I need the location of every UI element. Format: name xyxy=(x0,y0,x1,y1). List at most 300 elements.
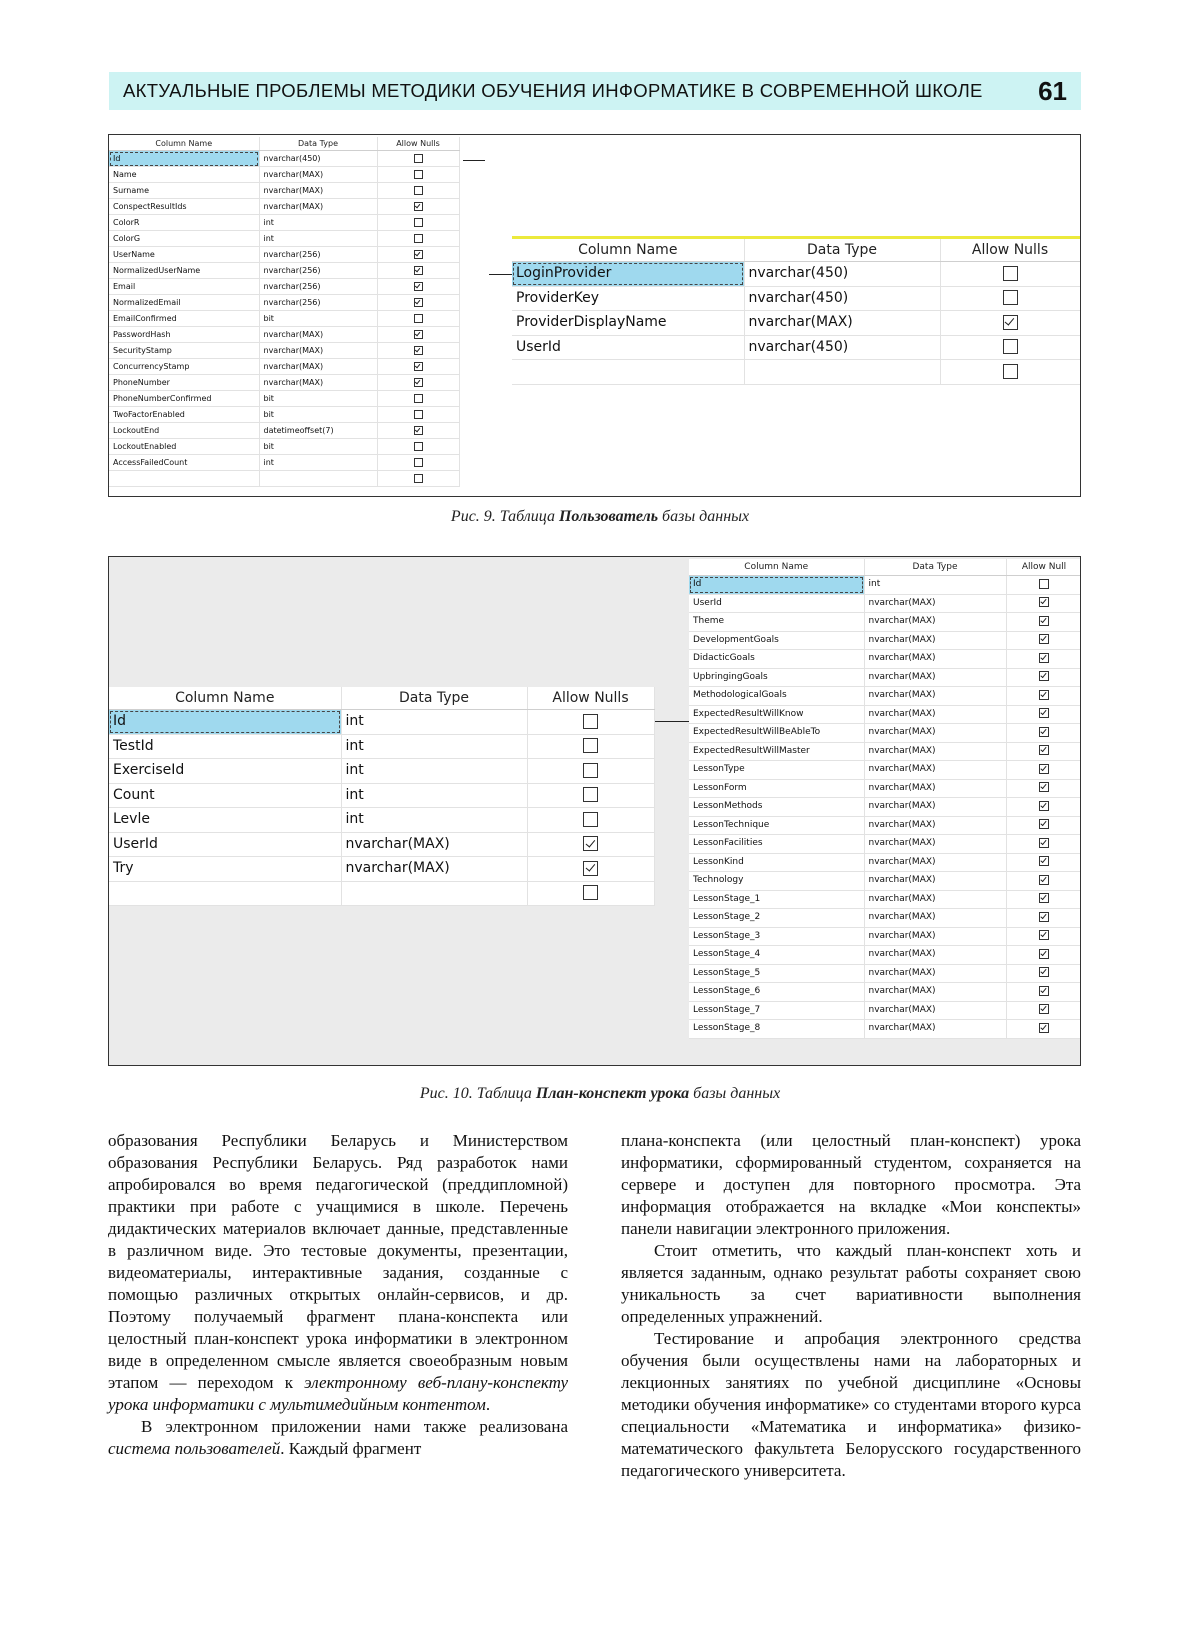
data-type-cell[interactable]: int xyxy=(259,231,377,247)
allow-nulls-checkbox[interactable] xyxy=(1039,782,1049,792)
column-name-cell[interactable]: ProviderDisplayName xyxy=(512,311,744,336)
column-name-cell[interactable]: ColorG xyxy=(109,231,259,247)
allow-nulls-checkbox[interactable] xyxy=(414,426,423,435)
data-type-cell[interactable]: nvarchar(MAX) xyxy=(864,853,1006,872)
table-row[interactable] xyxy=(109,215,459,231)
allow-nulls-cell xyxy=(1006,668,1081,687)
table-row[interactable] xyxy=(109,375,459,391)
column-name-cell[interactable]: DidacticGoals xyxy=(689,650,864,669)
allow-nulls-cell xyxy=(1006,742,1081,761)
column-name-cell[interactable] xyxy=(512,360,744,385)
table-row[interactable] xyxy=(109,808,654,833)
column-name-cell[interactable]: MethodologicalGoals xyxy=(689,687,864,706)
allow-nulls-cell xyxy=(1006,705,1081,724)
column-name-cell[interactable]: LessonStage_7 xyxy=(689,1001,864,1020)
table-row[interactable] xyxy=(689,835,1081,854)
text-run: . Каждый фрагмент xyxy=(280,1439,422,1458)
column-name-cell[interactable]: ExpectedResultWillBeAbleTo xyxy=(689,724,864,743)
column-name-cell[interactable]: LessonStage_8 xyxy=(689,1020,864,1039)
allow-nulls-checkbox[interactable] xyxy=(1039,579,1049,589)
column-name-cell[interactable]: UserId xyxy=(689,594,864,613)
allow-nulls-checkbox[interactable] xyxy=(583,861,598,876)
figure-9 xyxy=(108,134,1081,497)
data-type-cell[interactable]: nvarchar(MAX) xyxy=(341,857,527,882)
column-header: Column Name xyxy=(109,687,341,710)
allow-nulls-cell xyxy=(1006,816,1081,835)
data-type-cell[interactable]: int xyxy=(259,215,377,231)
allow-nulls-cell xyxy=(1006,964,1081,983)
data-type-cell[interactable]: nvarchar(256) xyxy=(259,263,377,279)
data-type-cell[interactable]: nvarchar(MAX) xyxy=(864,927,1006,946)
allow-nulls-checkbox[interactable] xyxy=(583,763,598,778)
data-type-cell[interactable]: nvarchar(MAX) xyxy=(864,687,1006,706)
data-type-cell[interactable]: nvarchar(MAX) xyxy=(864,890,1006,909)
allow-nulls-cell xyxy=(1006,576,1081,595)
data-type-cell[interactable]: int xyxy=(341,783,527,808)
allow-nulls-cell xyxy=(377,231,459,247)
allow-nulls-checkbox[interactable] xyxy=(414,170,423,179)
allow-nulls-cell xyxy=(1006,798,1081,817)
data-type-cell[interactable]: bit xyxy=(259,311,377,327)
allow-nulls-checkbox[interactable] xyxy=(1003,339,1018,354)
table-row[interactable] xyxy=(109,832,654,857)
allow-nulls-cell xyxy=(377,279,459,295)
data-type-cell[interactable]: nvarchar(256) xyxy=(259,247,377,263)
data-type-cell[interactable]: nvarchar(MAX) xyxy=(259,327,377,343)
table-row[interactable] xyxy=(689,613,1081,632)
allow-nulls-checkbox[interactable] xyxy=(1039,764,1049,774)
data-type-cell[interactable]: nvarchar(450) xyxy=(744,262,940,287)
data-type-cell[interactable]: bit xyxy=(259,391,377,407)
column-name-cell[interactable]: LockoutEnabled xyxy=(109,439,259,455)
column-name-cell[interactable]: Levle xyxy=(109,808,341,833)
table-row[interactable] xyxy=(109,857,654,882)
user-logins-table xyxy=(512,239,1081,385)
data-type-cell[interactable]: nvarchar(MAX) xyxy=(744,311,940,336)
data-type-cell[interactable]: nvarchar(MAX) xyxy=(864,761,1006,780)
figure-10 xyxy=(108,556,1081,1066)
table-row[interactable] xyxy=(109,167,459,183)
table-row[interactable] xyxy=(689,742,1081,761)
data-type-cell[interactable]: nvarchar(MAX) xyxy=(864,705,1006,724)
column-name-cell[interactable]: Count xyxy=(109,783,341,808)
column-name-cell[interactable]: Id xyxy=(109,710,341,735)
data-type-cell[interactable]: nvarchar(450) xyxy=(744,286,940,311)
allow-nulls-cell xyxy=(377,455,459,471)
table-row[interactable] xyxy=(689,853,1081,872)
allow-nulls-checkbox[interactable] xyxy=(414,394,423,403)
data-type-cell[interactable]: int xyxy=(341,759,527,784)
table-row[interactable] xyxy=(109,327,459,343)
table-row[interactable] xyxy=(109,151,459,167)
data-type-cell[interactable]: nvarchar(MAX) xyxy=(864,668,1006,687)
allow-nulls-cell xyxy=(1006,613,1081,632)
text-column-left xyxy=(108,1130,568,1460)
allow-nulls-checkbox[interactable] xyxy=(1039,653,1049,663)
allow-nulls-checkbox[interactable] xyxy=(1039,745,1049,755)
allow-nulls-cell xyxy=(940,311,1080,336)
table-row[interactable] xyxy=(109,311,459,327)
allow-nulls-cell xyxy=(377,439,459,455)
column-name-cell[interactable]: UpbringingGoals xyxy=(689,668,864,687)
allow-nulls-cell xyxy=(377,167,459,183)
allow-nulls-checkbox[interactable] xyxy=(1039,838,1049,848)
column-name-cell[interactable]: UserId xyxy=(109,832,341,857)
table-row[interactable] xyxy=(689,816,1081,835)
allow-nulls-checkbox[interactable] xyxy=(414,266,423,275)
table-header-row xyxy=(109,137,459,151)
allow-nulls-checkbox[interactable] xyxy=(1039,819,1049,829)
allow-nulls-cell xyxy=(377,263,459,279)
table-row[interactable] xyxy=(689,872,1081,891)
data-type-cell[interactable]: int xyxy=(341,710,527,735)
column-name-cell[interactable]: Id xyxy=(109,151,259,167)
column-header: Data Type xyxy=(744,239,940,262)
relation-line xyxy=(655,721,691,722)
column-name-cell[interactable]: ExpectedResultWillKnow xyxy=(689,705,864,724)
data-type-cell[interactable]: nvarchar(MAX) xyxy=(864,742,1006,761)
table-row[interactable] xyxy=(512,262,1080,287)
allow-nulls-checkbox[interactable] xyxy=(414,298,423,307)
allow-nulls-checkbox[interactable] xyxy=(1039,967,1049,977)
column-name-cell[interactable]: DevelopmentGoals xyxy=(689,631,864,650)
table-row[interactable] xyxy=(689,927,1081,946)
allow-nulls-checkbox[interactable] xyxy=(414,154,423,163)
allow-nulls-cell xyxy=(377,407,459,423)
data-type-cell[interactable]: bit xyxy=(259,439,377,455)
column-name-cell[interactable]: LockoutEnd xyxy=(109,423,259,439)
allow-nulls-checkbox[interactable] xyxy=(414,346,423,355)
relation-line xyxy=(489,274,512,275)
allow-nulls-checkbox[interactable] xyxy=(1003,315,1018,330)
allow-nulls-cell xyxy=(1006,835,1081,854)
table-row[interactable] xyxy=(689,705,1081,724)
data-type-cell[interactable]: nvarchar(MAX) xyxy=(259,183,377,199)
data-type-cell[interactable]: nvarchar(MAX) xyxy=(341,832,527,857)
paragraph xyxy=(621,1240,1081,1328)
column-name-cell[interactable]: ColorR xyxy=(109,215,259,231)
column-name-cell[interactable]: Email xyxy=(109,279,259,295)
data-type-cell[interactable]: nvarchar(MAX) xyxy=(864,779,1006,798)
data-type-cell[interactable]: nvarchar(MAX) xyxy=(864,909,1006,928)
allow-nulls-checkbox[interactable] xyxy=(1039,708,1049,718)
allow-nulls-cell xyxy=(377,375,459,391)
column-name-cell[interactable]: TestId xyxy=(109,734,341,759)
data-type-cell[interactable]: nvarchar(450) xyxy=(259,151,377,167)
data-type-cell[interactable]: nvarchar(MAX) xyxy=(259,359,377,375)
table-row[interactable] xyxy=(689,1001,1081,1020)
table-row[interactable] xyxy=(109,183,459,199)
allow-nulls-cell xyxy=(377,295,459,311)
column-name-cell[interactable]: PhoneNumberConfirmed xyxy=(109,391,259,407)
allow-nulls-checkbox[interactable] xyxy=(414,458,423,467)
data-type-cell[interactable]: bit xyxy=(259,407,377,423)
column-name-cell[interactable]: EmailConfirmed xyxy=(109,311,259,327)
allow-nulls-checkbox[interactable] xyxy=(583,714,598,729)
table-row[interactable] xyxy=(109,407,459,423)
column-name-cell[interactable]: Id xyxy=(689,576,864,595)
column-name-cell[interactable]: Try xyxy=(109,857,341,882)
column-name-cell[interactable]: LoginProvider xyxy=(512,262,744,287)
allow-nulls-checkbox[interactable] xyxy=(583,812,598,827)
data-type-cell[interactable]: nvarchar(MAX) xyxy=(259,167,377,183)
allow-nulls-checkbox[interactable] xyxy=(1039,616,1049,626)
data-type-cell[interactable]: nvarchar(MAX) xyxy=(864,798,1006,817)
data-type-cell[interactable]: int xyxy=(341,808,527,833)
table-row[interactable] xyxy=(512,360,1080,385)
allow-nulls-cell xyxy=(1006,983,1081,1002)
table-row[interactable] xyxy=(109,783,654,808)
allow-nulls-checkbox[interactable] xyxy=(1039,930,1049,940)
data-type-cell[interactable]: nvarchar(MAX) xyxy=(864,964,1006,983)
data-type-cell[interactable] xyxy=(341,881,527,906)
allow-nulls-checkbox[interactable] xyxy=(1039,893,1049,903)
allow-nulls-checkbox[interactable] xyxy=(1039,690,1049,700)
table-row[interactable] xyxy=(689,946,1081,965)
allow-nulls-cell xyxy=(377,151,459,167)
table-row[interactable] xyxy=(109,295,459,311)
table-row[interactable] xyxy=(109,247,459,263)
column-name-cell[interactable]: Name xyxy=(109,167,259,183)
column-name-cell[interactable]: LessonType xyxy=(689,761,864,780)
allow-nulls-checkbox[interactable] xyxy=(1003,266,1018,281)
allow-nulls-checkbox[interactable] xyxy=(414,234,423,243)
table-row[interactable] xyxy=(512,311,1080,336)
allow-nulls-cell xyxy=(1006,724,1081,743)
text-run: В электронном приложении нами также реализована xyxy=(141,1417,568,1436)
table-row[interactable] xyxy=(109,263,459,279)
allow-nulls-checkbox[interactable] xyxy=(414,250,423,259)
allow-nulls-cell xyxy=(377,359,459,375)
allow-nulls-cell xyxy=(1006,890,1081,909)
data-type-cell[interactable]: int xyxy=(259,455,377,471)
allow-nulls-checkbox[interactable] xyxy=(1039,986,1049,996)
allow-nulls-checkbox[interactable] xyxy=(1003,364,1018,379)
column-name-cell[interactable]: UserName xyxy=(109,247,259,263)
data-type-cell[interactable]: datetimeoffset(7) xyxy=(259,423,377,439)
data-type-cell[interactable]: int xyxy=(341,734,527,759)
data-type-cell[interactable]: nvarchar(450) xyxy=(744,335,940,360)
column-header: Allow Nulls xyxy=(527,687,654,710)
allow-nulls-cell xyxy=(377,183,459,199)
table-row[interactable] xyxy=(109,359,459,375)
data-type-cell[interactable]: nvarchar(MAX) xyxy=(864,872,1006,891)
lesson-plan-table xyxy=(689,559,1081,1039)
allow-nulls-checkbox[interactable] xyxy=(414,378,423,387)
table-row[interactable] xyxy=(689,761,1081,780)
allow-nulls-cell xyxy=(1006,872,1081,891)
column-name-cell[interactable]: LessonStage_1 xyxy=(689,890,864,909)
allow-nulls-checkbox[interactable] xyxy=(1003,290,1018,305)
table-row[interactable] xyxy=(689,668,1081,687)
data-type-cell[interactable]: nvarchar(MAX) xyxy=(864,1001,1006,1020)
table-row[interactable] xyxy=(689,687,1081,706)
relation-line xyxy=(463,160,485,161)
column-name-cell[interactable]: ExpectedResultWillMaster xyxy=(689,742,864,761)
table-row[interactable] xyxy=(109,710,654,735)
column-name-cell[interactable]: LessonStage_3 xyxy=(689,927,864,946)
table-header-row xyxy=(109,687,654,710)
table-row[interactable] xyxy=(689,650,1081,669)
column-name-cell[interactable]: LessonStage_5 xyxy=(689,964,864,983)
allow-nulls-cell xyxy=(1006,631,1081,650)
text-run: образования Республики Беларусь и Министерством образования Республики Беларусь. Ряд разработок нами апробировался во время педагогической (преддипломной) практики при работе с учащимися в школе. Перечень дидактических материалов включает данные, представленные в различном виде. Это тестовые документы, презентации, видеоматериалы, интерактивные задания, созданные с помощью различных открытых онлайн-сервисов, и др. Поэтому получаемый фрагмент плана-конспекта или целостный план-конспект урока информатики в электронном виде в определенном смысле является своеобразным новым этапом — переходом к xyxy=(108,1131,568,1392)
column-name-cell[interactable]: LessonStage_6 xyxy=(689,983,864,1002)
data-type-cell[interactable]: nvarchar(MAX) xyxy=(259,375,377,391)
data-type-cell[interactable]: nvarchar(MAX) xyxy=(864,613,1006,632)
table-header-row xyxy=(512,239,1080,262)
table-row[interactable] xyxy=(689,576,1081,595)
column-name-cell[interactable]: Technology xyxy=(689,872,864,891)
column-name-cell[interactable]: LessonStage_4 xyxy=(689,946,864,965)
allow-nulls-checkbox[interactable] xyxy=(1039,912,1049,922)
allow-nulls-checkbox[interactable] xyxy=(583,738,598,753)
allow-nulls-cell xyxy=(940,262,1080,287)
table-row[interactable] xyxy=(689,724,1081,743)
column-name-cell[interactable]: ConcurrencyStamp xyxy=(109,359,259,375)
column-name-cell[interactable] xyxy=(109,471,259,487)
table-row[interactable] xyxy=(109,343,459,359)
allow-nulls-checkbox[interactable] xyxy=(1039,1004,1049,1014)
allow-nulls-cell xyxy=(940,335,1080,360)
table-row[interactable] xyxy=(109,439,459,455)
allow-nulls-checkbox[interactable] xyxy=(414,474,423,483)
table-row[interactable] xyxy=(512,335,1080,360)
column-name-cell[interactable]: ProviderKey xyxy=(512,286,744,311)
column-name-cell[interactable]: ExerciseId xyxy=(109,759,341,784)
allow-nulls-checkbox[interactable] xyxy=(414,282,423,291)
column-name-cell[interactable]: SecurityStamp xyxy=(109,343,259,359)
allow-nulls-cell xyxy=(527,734,654,759)
column-name-cell[interactable]: LessonForm xyxy=(689,779,864,798)
column-name-cell[interactable]: UserId xyxy=(512,335,744,360)
table-row[interactable] xyxy=(109,759,654,784)
data-type-cell[interactable]: nvarchar(MAX) xyxy=(864,631,1006,650)
column-name-cell[interactable]: ConspectResultIds xyxy=(109,199,259,215)
allow-nulls-cell xyxy=(1006,779,1081,798)
allow-nulls-cell xyxy=(527,857,654,882)
allow-nulls-checkbox[interactable] xyxy=(583,885,598,900)
table-row[interactable] xyxy=(689,890,1081,909)
text-column-right xyxy=(621,1130,1081,1482)
allow-nulls-checkbox[interactable] xyxy=(414,202,423,211)
allow-nulls-cell xyxy=(527,832,654,857)
table-row[interactable] xyxy=(109,279,459,295)
column-name-cell[interactable]: Surname xyxy=(109,183,259,199)
allow-nulls-checkbox[interactable] xyxy=(1039,597,1049,607)
column-name-cell[interactable]: NormalizedUserName xyxy=(109,263,259,279)
data-type-cell[interactable] xyxy=(744,360,940,385)
data-type-cell[interactable]: nvarchar(MAX) xyxy=(259,199,377,215)
allow-nulls-checkbox[interactable] xyxy=(414,442,423,451)
table-header-row xyxy=(689,559,1081,576)
table-row[interactable] xyxy=(689,631,1081,650)
allow-nulls-checkbox[interactable] xyxy=(1039,634,1049,644)
column-name-cell[interactable]: LessonTechnique xyxy=(689,816,864,835)
allow-nulls-checkbox[interactable] xyxy=(414,362,423,371)
table-row[interactable] xyxy=(689,909,1081,928)
allow-nulls-checkbox[interactable] xyxy=(1039,949,1049,959)
table-row[interactable] xyxy=(109,734,654,759)
allow-nulls-checkbox[interactable] xyxy=(1039,801,1049,811)
data-type-cell[interactable]: nvarchar(MAX) xyxy=(864,650,1006,669)
allow-nulls-checkbox[interactable] xyxy=(1039,727,1049,737)
allow-nulls-cell xyxy=(377,199,459,215)
allow-nulls-checkbox[interactable] xyxy=(414,410,423,419)
allow-nulls-checkbox[interactable] xyxy=(583,836,598,851)
data-type-cell[interactable]: nvarchar(MAX) xyxy=(864,594,1006,613)
table-row[interactable] xyxy=(689,798,1081,817)
allow-nulls-cell xyxy=(1006,909,1081,928)
table-row[interactable] xyxy=(689,1020,1081,1039)
figure-10-caption: Рис. 10. Таблица План-конспект урока базы данных xyxy=(419,1085,781,1102)
table-row[interactable] xyxy=(689,779,1081,798)
data-type-cell[interactable]: nvarchar(MAX) xyxy=(864,1020,1006,1039)
column-name-cell[interactable]: Theme xyxy=(689,613,864,632)
table-row[interactable] xyxy=(109,881,654,906)
allow-nulls-checkbox[interactable] xyxy=(1039,1023,1049,1033)
data-type-cell[interactable]: nvarchar(MAX) xyxy=(864,946,1006,965)
table-row[interactable] xyxy=(109,391,459,407)
data-type-cell[interactable]: nvarchar(MAX) xyxy=(864,983,1006,1002)
table-row[interactable] xyxy=(512,286,1080,311)
allow-nulls-checkbox[interactable] xyxy=(583,787,598,802)
column-name-cell[interactable]: LessonFacilities xyxy=(689,835,864,854)
column-header: Allow Null xyxy=(1006,559,1081,576)
allow-nulls-checkbox[interactable] xyxy=(1039,671,1049,681)
allow-nulls-checkbox[interactable] xyxy=(1039,875,1049,885)
table-row[interactable] xyxy=(689,964,1081,983)
column-name-cell[interactable]: LessonMethods xyxy=(689,798,864,817)
data-type-cell[interactable]: int xyxy=(864,576,1006,595)
allow-nulls-cell xyxy=(377,391,459,407)
data-type-cell[interactable]: nvarchar(MAX) xyxy=(864,835,1006,854)
allow-nulls-checkbox[interactable] xyxy=(414,218,423,227)
column-name-cell[interactable]: PasswordHash xyxy=(109,327,259,343)
allow-nulls-checkbox[interactable] xyxy=(414,314,423,323)
paragraph xyxy=(108,1416,568,1460)
table-row[interactable] xyxy=(689,594,1081,613)
data-type-cell[interactable]: nvarchar(256) xyxy=(259,295,377,311)
column-name-cell[interactable]: LessonStage_2 xyxy=(689,909,864,928)
column-header: Column Name xyxy=(109,137,259,151)
table-row[interactable] xyxy=(109,471,459,487)
column-name-cell[interactable] xyxy=(109,881,341,906)
allow-nulls-checkbox[interactable] xyxy=(414,186,423,195)
column-name-cell[interactable]: TwoFactorEnabled xyxy=(109,407,259,423)
column-name-cell[interactable]: PhoneNumber xyxy=(109,375,259,391)
column-name-cell[interactable]: LessonKind xyxy=(689,853,864,872)
allow-nulls-checkbox[interactable] xyxy=(414,330,423,339)
data-type-cell[interactable] xyxy=(259,471,377,487)
data-type-cell[interactable]: nvarchar(MAX) xyxy=(864,816,1006,835)
data-type-cell[interactable]: nvarchar(MAX) xyxy=(259,343,377,359)
column-name-cell[interactable]: AccessFailedCount xyxy=(109,455,259,471)
data-type-cell[interactable]: nvarchar(MAX) xyxy=(864,724,1006,743)
paragraph xyxy=(621,1130,1081,1240)
table-row[interactable] xyxy=(109,199,459,215)
table-row[interactable] xyxy=(109,455,459,471)
table-row[interactable] xyxy=(689,983,1081,1002)
column-header: Allow Nulls xyxy=(940,239,1080,262)
table-row[interactable] xyxy=(109,423,459,439)
table-row[interactable] xyxy=(109,231,459,247)
emphasis-text: электронному веб-плану-конспекту урока информатики с мультимедийным контентом xyxy=(108,1373,568,1414)
data-type-cell[interactable]: nvarchar(256) xyxy=(259,279,377,295)
column-name-cell[interactable]: NormalizedEmail xyxy=(109,295,259,311)
allow-nulls-cell xyxy=(527,759,654,784)
allow-nulls-checkbox[interactable] xyxy=(1039,856,1049,866)
